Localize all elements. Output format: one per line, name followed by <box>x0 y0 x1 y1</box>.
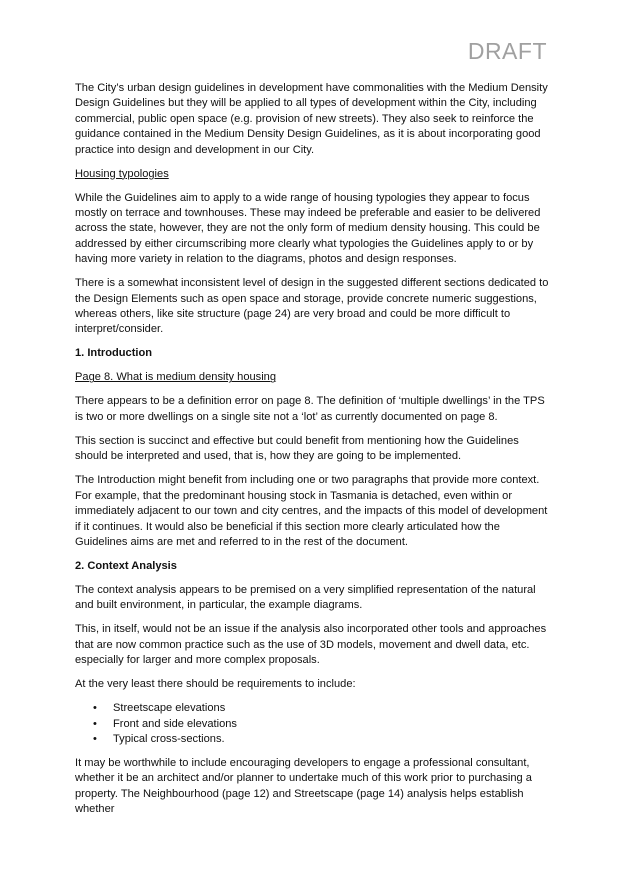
document-body <box>75 81 551 826</box>
requirements-list <box>75 701 551 747</box>
requirements-paragraph: At the very least there should be requirements to include: <box>75 678 356 691</box>
housing-paragraph: While the Guidelines aim to apply to a wide range of housing typologies they appear to focus mostly on terrace and townhouses. These may indeed be preferable and easier to be delivered across the state, however, they are not the only form of medium density housing. This could be addressed by either circumscribing more clearly what typologies the Guidelines apply to or by having more variety in relation to the diagrams, photos and design responses. <box>75 191 541 266</box>
list-item: • Streetscape elevations <box>113 701 551 716</box>
list-item: • Front and side elevations <box>113 717 551 732</box>
definition-paragraph: There appears to be a definition error on page 8. The definition of ‘multiple dwellings’ in the TPS is two or more dwellings on a single site not a ‘lot’ as currently documented on page 8. <box>75 395 545 423</box>
context-paragraph: The context analysis appears to be premised on a very simplified representation of the natural and built environment, in particular, the example diagrams. <box>75 583 536 612</box>
introduction-heading: 1. Introduction <box>75 347 153 360</box>
housing-typologies-heading: Housing typologies <box>75 167 169 180</box>
page8-heading: Page 8. What is medium density housing <box>75 371 277 384</box>
draft-watermark: DRAFT <box>467 38 547 64</box>
tools-paragraph: This, in itself, would not be an issue if the analysis also incorporated other tools and approaches that are now common practice such as the use of 3D models, movement and dwell data, etc. especially for larger and more complex proposals. <box>75 623 547 667</box>
context-analysis-heading: 2. Context Analysis <box>75 559 177 572</box>
introduction-context-paragraph: The Introduction might benefit from including one or two paragraphs that provide more context. For example, that the predominant housing stock in Tasmania is detached, even within or immediately adjacent to our town and city centres, and the impacts of this model of development if it continues. It would also be beneficial if this section more clearly articulated how the Guidelines aims are met and referred to in the rest of the document. <box>75 474 548 548</box>
consultant-paragraph: It may be worthwhile to include encouraging developers to engage a professional consultant, whether it be an architect and/or planner to undertake much of this work prior to purchasing a property. The Neighbourhood (page 12) and Streetscape (page 14) analysis helps establish whether <box>75 756 532 816</box>
intro-paragraph: The City’s urban design guidelines in development have commonalities with the Medium Density Design Guidelines but they will be applied to all types of development within the City, including commercial, public open space (e.g. provision of new streets). They also seek to reinforce the guidance contained in the Medium Density Design Guidelines, as it is about incorporating good practice into design and development in our City. <box>75 82 548 156</box>
succinct-paragraph: This section is succinct and effective but could benefit from mentioning how the Guidelines should be interpreted and used, that is, how they are going to be implemented. <box>75 434 519 463</box>
list-item: • Typical cross-sections. <box>113 732 551 747</box>
design-level-paragraph: There is a somewhat inconsistent level of design in the suggested different sections dedicated to the Design Elements such as open space and storage, provide concrete numeric suggestions, whereas others, like site structure (page 24) are very broad and could be more difficult to interpret/consider. <box>75 277 549 336</box>
